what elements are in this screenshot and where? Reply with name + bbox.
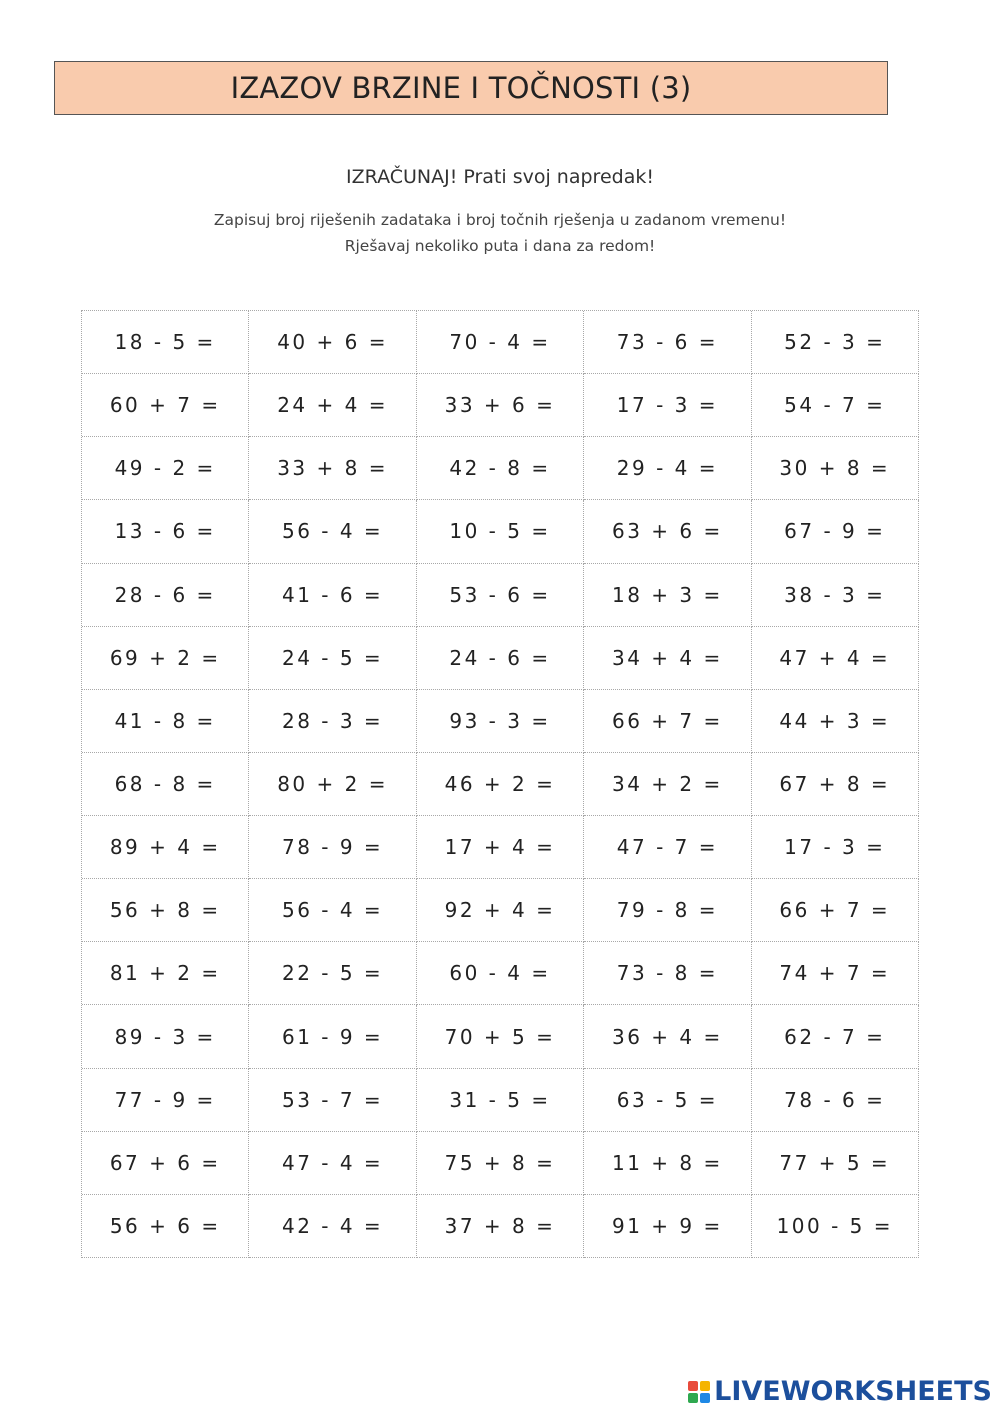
- problem-cell[interactable]: 53 - 6 =: [417, 564, 584, 627]
- problem-cell[interactable]: 34 + 4 =: [584, 627, 751, 690]
- problem-cell[interactable]: 79 - 8 =: [584, 879, 751, 942]
- problem-cell[interactable]: 67 + 8 =: [752, 753, 919, 816]
- problem-cell[interactable]: 77 - 9 =: [82, 1069, 249, 1132]
- problem-cell[interactable]: 78 - 9 =: [249, 816, 416, 879]
- instruction-line: Zapisuj broj riješenih zadataka i broj točnih rješenja u zadanom vremenu!: [213, 211, 787, 229]
- problem-cell[interactable]: 66 + 7 =: [584, 690, 751, 753]
- problem-cell[interactable]: 24 - 5 =: [249, 627, 416, 690]
- brand-text: LIVEWORKSHEETS: [714, 1376, 992, 1407]
- problem-cell[interactable]: 30 + 8 =: [752, 437, 919, 500]
- problem-cell[interactable]: 60 + 7 =: [82, 374, 249, 437]
- problem-cell[interactable]: 41 - 8 =: [82, 690, 249, 753]
- problem-cell[interactable]: 60 - 4 =: [417, 942, 584, 1005]
- problem-cell[interactable]: 10 - 5 =: [417, 500, 584, 563]
- problem-cell[interactable]: 73 - 6 =: [584, 311, 751, 374]
- problem-cell[interactable]: 61 - 9 =: [249, 1005, 416, 1068]
- problem-cell[interactable]: 18 - 5 =: [82, 311, 249, 374]
- problem-cell[interactable]: 47 - 4 =: [249, 1132, 416, 1195]
- problem-cell[interactable]: 47 + 4 =: [752, 627, 919, 690]
- liveworksheets-logo-icon: [688, 1381, 710, 1403]
- problem-cell[interactable]: 89 - 3 =: [82, 1005, 249, 1068]
- problem-cell[interactable]: 63 + 6 =: [584, 500, 751, 563]
- problem-cell[interactable]: 70 - 4 =: [417, 311, 584, 374]
- logo-square: [700, 1393, 710, 1403]
- problem-cell[interactable]: 67 - 9 =: [752, 500, 919, 563]
- problem-cell[interactable]: 56 + 8 =: [82, 879, 249, 942]
- problem-cell[interactable]: 44 + 3 =: [752, 690, 919, 753]
- problem-cell[interactable]: 56 - 4 =: [249, 879, 416, 942]
- problem-cell[interactable]: 69 + 2 =: [82, 627, 249, 690]
- problem-cell[interactable]: 67 + 6 =: [82, 1132, 249, 1195]
- page-title: IZAZOV BRZINE I TOČNOSTI (3): [230, 71, 692, 105]
- problem-cell[interactable]: 70 + 5 =: [417, 1005, 584, 1068]
- problem-cell[interactable]: 54 - 7 =: [752, 374, 919, 437]
- liveworksheets-brand: [688, 1376, 992, 1407]
- problem-cell[interactable]: 18 + 3 =: [584, 564, 751, 627]
- problem-cell[interactable]: 34 + 2 =: [584, 753, 751, 816]
- problem-cell[interactable]: 74 + 7 =: [752, 942, 919, 1005]
- problem-cell[interactable]: 38 - 3 =: [752, 564, 919, 627]
- problem-cell[interactable]: 17 + 4 =: [417, 816, 584, 879]
- instruction-line: Rješavaj nekoliko puta i dana za redom!: [344, 237, 656, 255]
- problem-cell[interactable]: 29 - 4 =: [584, 437, 751, 500]
- problem-cell[interactable]: 77 + 5 =: [752, 1132, 919, 1195]
- problem-cell[interactable]: 66 + 7 =: [752, 879, 919, 942]
- problem-cell[interactable]: 100 - 5 =: [752, 1195, 919, 1258]
- problem-cell[interactable]: 40 + 6 =: [249, 311, 416, 374]
- problem-cell[interactable]: 17 - 3 =: [584, 374, 751, 437]
- problem-cell[interactable]: 33 + 6 =: [417, 374, 584, 437]
- problem-cell[interactable]: 28 - 6 =: [82, 564, 249, 627]
- problem-cell[interactable]: 73 - 8 =: [584, 942, 751, 1005]
- logo-square: [700, 1381, 710, 1391]
- problem-cell[interactable]: 42 - 4 =: [249, 1195, 416, 1258]
- problem-cell[interactable]: 68 - 8 =: [82, 753, 249, 816]
- problem-cell[interactable]: 22 - 5 =: [249, 942, 416, 1005]
- problem-cell[interactable]: 63 - 5 =: [584, 1069, 751, 1132]
- problem-cell[interactable]: 92 + 4 =: [417, 879, 584, 942]
- problem-cell[interactable]: 31 - 5 =: [417, 1069, 584, 1132]
- problem-cell[interactable]: 42 - 8 =: [417, 437, 584, 500]
- problem-cell[interactable]: 89 + 4 =: [82, 816, 249, 879]
- problem-cell[interactable]: 33 + 8 =: [249, 437, 416, 500]
- title-banner: [54, 61, 888, 115]
- problem-cell[interactable]: 28 - 3 =: [249, 690, 416, 753]
- problem-cell[interactable]: 81 + 2 =: [82, 942, 249, 1005]
- problem-grid: [81, 310, 919, 1258]
- problem-cell[interactable]: 11 + 8 =: [584, 1132, 751, 1195]
- subtitle: IZRAČUNAJ! Prati svoj napredak!: [346, 166, 654, 188]
- problem-cell[interactable]: 46 + 2 =: [417, 753, 584, 816]
- problem-cell[interactable]: 62 - 7 =: [752, 1005, 919, 1068]
- problem-cell[interactable]: 78 - 6 =: [752, 1069, 919, 1132]
- problem-cell[interactable]: 49 - 2 =: [82, 437, 249, 500]
- problem-cell[interactable]: 36 + 4 =: [584, 1005, 751, 1068]
- instructions: [0, 207, 1000, 259]
- problem-cell[interactable]: 75 + 8 =: [417, 1132, 584, 1195]
- problem-cell[interactable]: 17 - 3 =: [752, 816, 919, 879]
- problem-cell[interactable]: 91 + 9 =: [584, 1195, 751, 1258]
- problem-cell[interactable]: 24 - 6 =: [417, 627, 584, 690]
- problem-cell[interactable]: 52 - 3 =: [752, 311, 919, 374]
- problem-cell[interactable]: 13 - 6 =: [82, 500, 249, 563]
- problem-cell[interactable]: 47 - 7 =: [584, 816, 751, 879]
- problem-cell[interactable]: 37 + 8 =: [417, 1195, 584, 1258]
- problem-cell[interactable]: 56 + 6 =: [82, 1195, 249, 1258]
- problem-cell[interactable]: 41 - 6 =: [249, 564, 416, 627]
- logo-square: [688, 1381, 698, 1391]
- problem-cell[interactable]: 93 - 3 =: [417, 690, 584, 753]
- problem-cell[interactable]: 53 - 7 =: [249, 1069, 416, 1132]
- problem-cell[interactable]: 24 + 4 =: [249, 374, 416, 437]
- logo-square: [688, 1393, 698, 1403]
- problem-cell[interactable]: 56 - 4 =: [249, 500, 416, 563]
- problem-cell[interactable]: 80 + 2 =: [249, 753, 416, 816]
